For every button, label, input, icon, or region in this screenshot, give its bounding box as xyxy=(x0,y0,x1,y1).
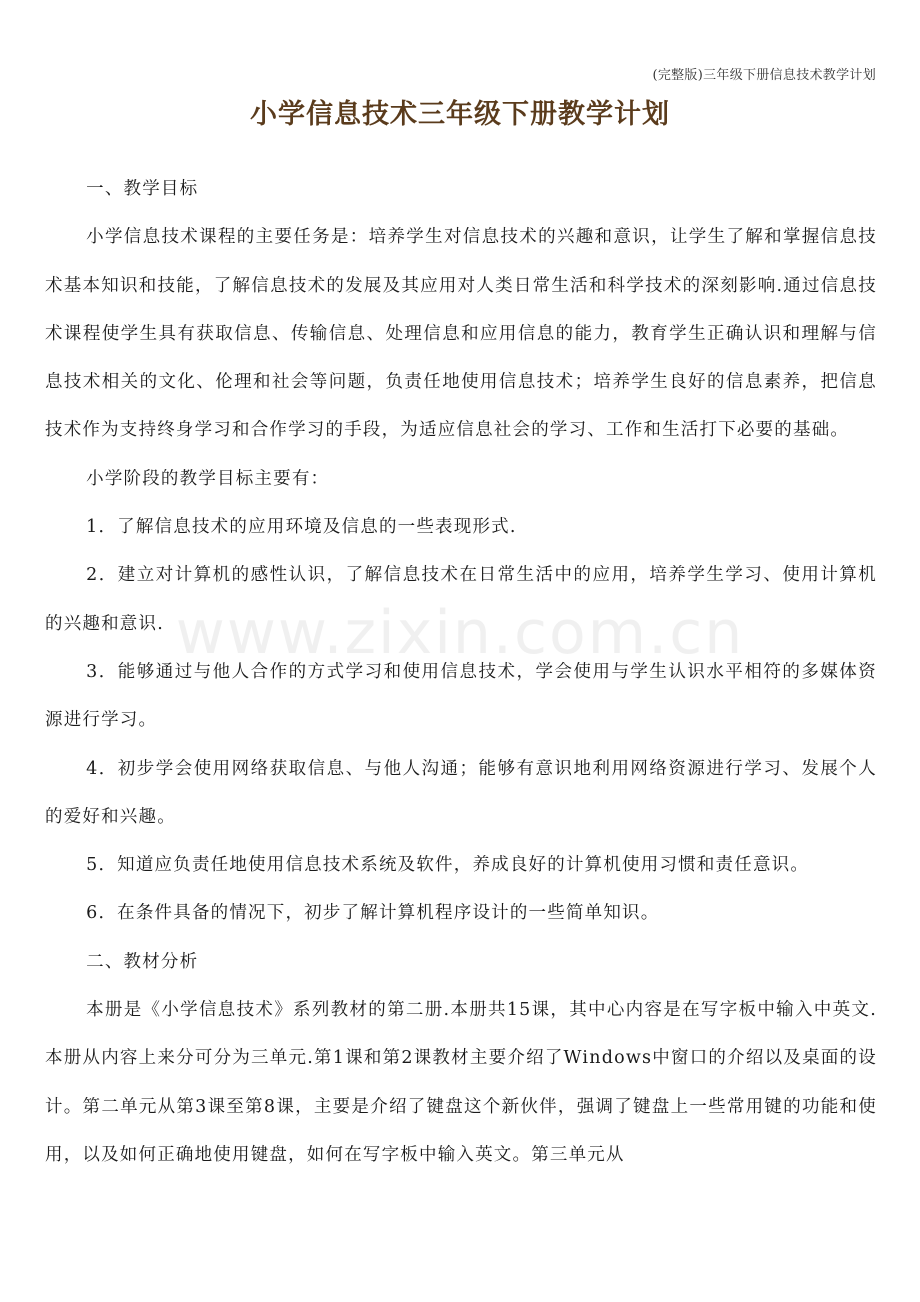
document-body xyxy=(45,165,877,1179)
list-item-goal-3: 3．能够通过与他人合作的方式学习和使用信息技术，学会使用与学生认识水平相符的多媒体资源进行学习。 xyxy=(45,661,877,731)
paragraph-textbook-analysis: 本册是《小学信息技术》系列教材的第二册.本册共15课，其中心内容是在写字板中输入中英文.本册从内容上来分可分为三单元.第1课和第2课教材主要介绍了Windows中窗口的介绍以及桌面的设计。第二单元从第3课至第8课，主要是介绍了键盘这个新伙伴，强调了键盘上一些常用键的功能和使用，以及如何正确地使用键盘，如何在写字板中输入英文。第三单元从 xyxy=(45,1000,877,1165)
paragraph-goals-intro: 小学阶段的教学目标主要有： xyxy=(86,468,330,489)
list-item-goal-5: 5．知道应负责任地使用信息技术系统及软件，养成良好的计算机使用习惯和责任意识。 xyxy=(86,855,810,876)
section-heading-analysis: 二、教材分析 xyxy=(86,951,199,972)
list-item-goal-1: 1．了解信息技术的应用环境及信息的一些表现形式. xyxy=(86,517,517,538)
paragraph-course-tasks: 小学信息技术课程的主要任务是：培养学生对信息技术的兴趣和意识，让学生了解和掌握信息技术基本知识和技能，了解信息技术的发展及其应用对人类日常生活和科学技术的深刻影响.通过信息技术课程使学生具有获取信息、传输信息、处理信息和应用信息的能力，教育学生正确认识和理解与信息技术相关的文化、伦理和社会等问题，负责任地使用信息技术；培养学生良好的信息素养，把信息技术作为支持终身学习和合作学习的手段，为适应信息社会的学习、工作和生活打下必要的基础。 xyxy=(45,227,877,441)
section-heading-objectives: 一、教学目标 xyxy=(86,179,199,199)
running-header: (完整版)三年级下册信息技术教学计划 xyxy=(652,68,876,83)
page-title: 小学信息技术三年级下册教学计划 xyxy=(250,99,670,130)
watermark: www.zixin.com.cn xyxy=(175,598,745,668)
list-item-goal-6: 6．在条件具备的情况下，初步了解计算机程序设计的一些简单知识。 xyxy=(86,903,660,924)
list-item-goal-4: 4．初步学会使用网络获取信息、与他人沟通；能够有意识地利用网络资源进行学习、发展个人的爱好和兴趣。 xyxy=(45,758,877,827)
list-item-goal-2: 2．建立对计算机的感性认识，了解信息技术在日常生活中的应用，培养学生学习、使用计算机的兴趣和意识. xyxy=(45,565,877,634)
